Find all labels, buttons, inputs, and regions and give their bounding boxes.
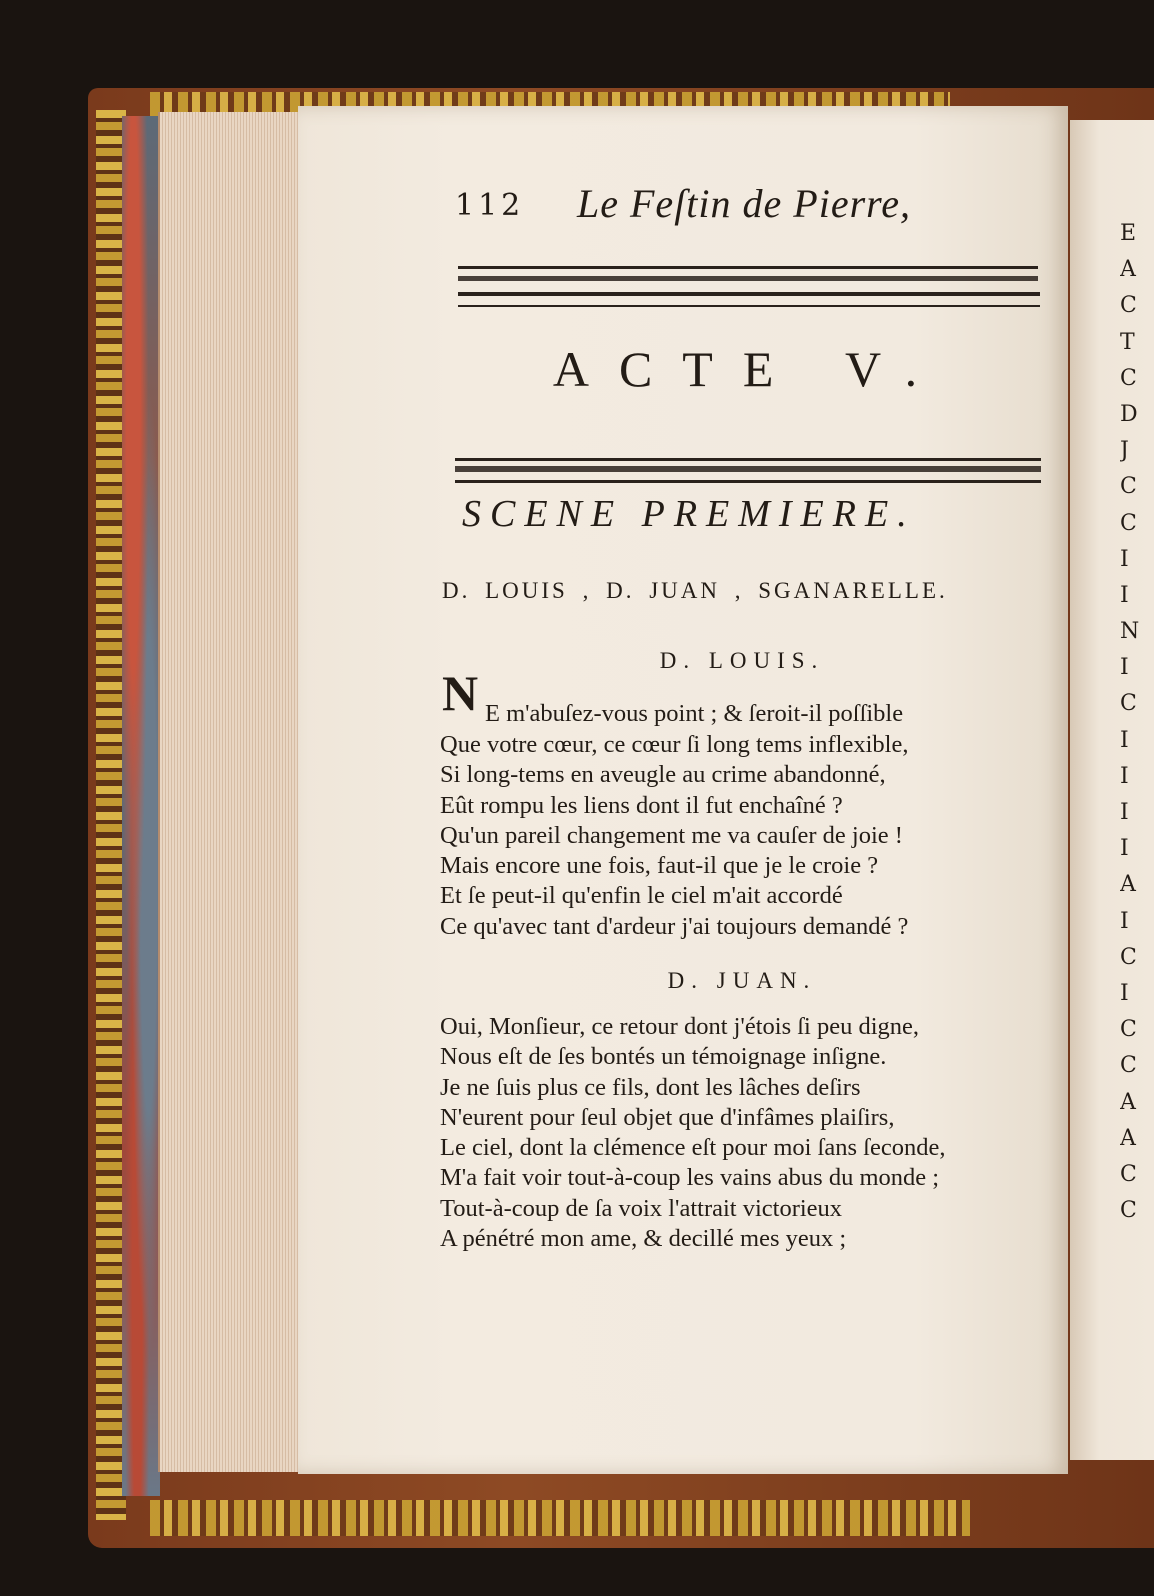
verse-line: Mais encore une fois, faut-il que je le croie ? bbox=[440, 852, 879, 880]
verse-line: Je ne ſuis plus ce fils, dont les lâches deſirs bbox=[440, 1073, 861, 1101]
facing-page-letter: D bbox=[1120, 401, 1138, 427]
facing-page-letter: J bbox=[1120, 438, 1129, 464]
scene-title: SCENE PREMIERE. bbox=[462, 493, 916, 535]
gilt-bottom-band bbox=[150, 1500, 970, 1536]
verse-line: A pénétré mon ame, & decillé mes yeux ; bbox=[440, 1225, 847, 1253]
facing-page-letter: C bbox=[1120, 1017, 1137, 1043]
facing-page-letter: E bbox=[1120, 221, 1137, 246]
facing-page-letter: C bbox=[1120, 474, 1137, 500]
page-number: 112 bbox=[455, 188, 525, 223]
facing-page-letter: C bbox=[1120, 691, 1137, 717]
facing-page-letter: C bbox=[1120, 510, 1137, 536]
verse-line: Le ciel, dont la clémence eſt pour moi ſans ſeconde, bbox=[440, 1134, 946, 1162]
marbled-endpaper bbox=[122, 116, 160, 1496]
header-rule-2 bbox=[458, 276, 1038, 281]
speaker-label: D. LOUIS. bbox=[659, 648, 825, 673]
speaker-label: D. JUAN. bbox=[667, 968, 817, 993]
header-rule-1 bbox=[458, 266, 1038, 269]
page-block-edges bbox=[158, 112, 302, 1472]
facing-page-letter: I bbox=[1120, 655, 1129, 681]
facing-page-letter: I bbox=[1120, 800, 1129, 825]
facing-page-letter: I bbox=[1120, 908, 1129, 934]
facing-page-letter: C bbox=[1120, 1161, 1137, 1187]
facing-page-letter: C bbox=[1120, 293, 1137, 319]
act-rule-1 bbox=[455, 458, 1041, 461]
header-rule-4 bbox=[458, 305, 1040, 307]
facing-page-letter: I bbox=[1120, 763, 1129, 789]
verse-line: N'eurent pour ſeul objet que d'infâmes plaiſirs, bbox=[440, 1103, 895, 1131]
drop-cap: N bbox=[442, 665, 479, 721]
verse-line: Tout-à-coup de ſa voix l'attrait victorieux bbox=[440, 1194, 843, 1222]
verse-line: Et ſe peut-il qu'enfin le ciel m'ait accordé bbox=[440, 882, 843, 910]
act-rule-2 bbox=[455, 466, 1041, 472]
facing-page-letter: I bbox=[1120, 546, 1129, 572]
facing-page-text bbox=[1120, 216, 1154, 1256]
facing-page-letter: A bbox=[1120, 1125, 1136, 1151]
facing-page-letter: C bbox=[1120, 944, 1137, 970]
verse-line: Si long-tems en aveugle au crime abandonné, bbox=[440, 761, 886, 789]
verse-line: Oui, Monſieur, ce retour dont j'étois ſi peu digne, bbox=[440, 1013, 920, 1040]
verse-line: Qu'un pareil changement me va cauſer de joie ! bbox=[440, 821, 903, 849]
running-title: Le Feſtin de Pierre, bbox=[577, 181, 911, 226]
facing-page-letter: A bbox=[1120, 872, 1136, 898]
verse-block bbox=[440, 730, 1050, 942]
facing-page-letter: N bbox=[1120, 619, 1140, 645]
facing-page-letter: I bbox=[1120, 582, 1129, 608]
facing-page-letter: I bbox=[1120, 727, 1129, 753]
facing-page-letter: C bbox=[1120, 1053, 1137, 1079]
verse-line: Nous eſt de ſes bontés un témoignage inſigne. bbox=[440, 1043, 887, 1071]
facing-page-letter: I bbox=[1120, 836, 1129, 862]
facing-page-letter: T bbox=[1120, 329, 1135, 355]
header-rule-3 bbox=[458, 292, 1040, 296]
facing-page-letter: C bbox=[1120, 1198, 1137, 1224]
verse-line: Que votre cœur, ce cœur ſi long tems inflexible, bbox=[440, 731, 909, 758]
running-head bbox=[455, 180, 1015, 240]
facing-page-letter: A bbox=[1120, 1089, 1136, 1115]
act-rule-3 bbox=[455, 480, 1041, 483]
facing-page-letter: C bbox=[1120, 365, 1137, 391]
verse-line: Eût rompu les liens dont il fut enchaîné ? bbox=[440, 791, 843, 819]
facing-page-letter: A bbox=[1120, 257, 1136, 283]
verse-line: M'a fait voir tout-à-coup les vains abus du monde ; bbox=[440, 1164, 940, 1192]
verse-block bbox=[440, 1012, 1050, 1254]
act-title: ACTE V. bbox=[552, 341, 948, 397]
character-list: D. LOUIS , D. JUAN , SGANARELLE. bbox=[442, 578, 948, 603]
verse-line: E m'abuſez-vous point ; & ſeroit-il poſſible bbox=[485, 700, 904, 727]
facing-page-letter: I bbox=[1120, 980, 1129, 1006]
verse-line: Ce qu'avec tant d'ardeur j'ai toujours demandé ? bbox=[440, 912, 909, 940]
